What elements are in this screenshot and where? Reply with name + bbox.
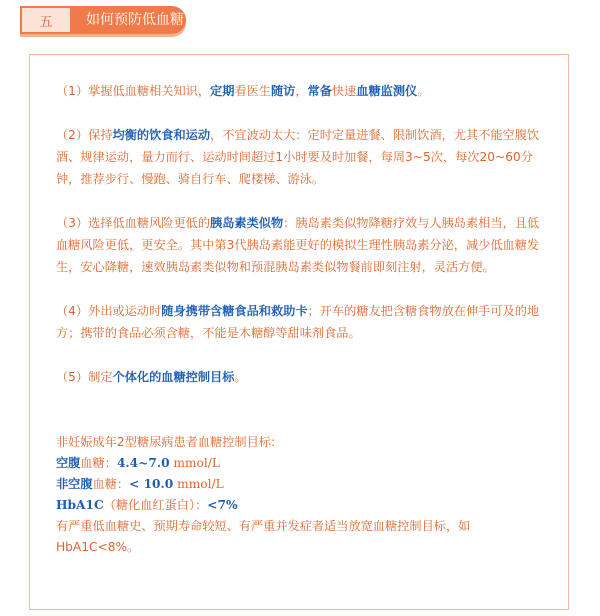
section-number: 五 bbox=[22, 8, 70, 32]
content-body bbox=[56, 80, 550, 558]
tip-5: （5）制定个体化的血糖控制目标。 bbox=[56, 370, 247, 384]
tip-1: （1）掌握低血糖相关知识，定期看医生随访，常备快速血糖监测仪。 bbox=[56, 84, 430, 98]
targets-note: 有严重低血糖史、预期寿命较短、有严重并发症者适当放宽血糖控制目标，如HbA1C<8%。 bbox=[56, 519, 471, 554]
nonfasting-target: 非空腹血糖：< 10.0 mmol/L bbox=[56, 477, 224, 491]
targets-heading: 非妊娠成年2型糖尿病患者血糖控制目标: bbox=[56, 435, 276, 449]
fasting-target: 空腹血糖：4.4~7.0 mmol/L bbox=[56, 456, 220, 470]
tip-4: （4）外出或运动时随身携带含糖食品和救助卡；开车的糖友把含糖食物放在伸手可及的地方；携带的食品必须含糖，不能是木糖醇等甜味剂食品。 bbox=[56, 304, 540, 340]
tip-2: （2）保持均衡的饮食和运动，不宜波动太大：定时定量进餐、限制饮酒，尤其不能空腹饮酒、规律运动，量力而行、运动时间超过1小时要及时加餐，每周3~5次，每次20~60分钟，推荐步行、慢跑、骑自行车、爬楼梯、游泳。 bbox=[56, 128, 540, 186]
hba1c-target: HbA1C（糖化血红蛋白）：<7% bbox=[56, 498, 238, 512]
section-header bbox=[20, 6, 188, 38]
section-title: 如何预防低血糖 bbox=[86, 12, 184, 28]
tip-3: （3）选择低血糖风险更低的胰岛素类似物：胰岛素类似物降糖疗效与人胰岛素相当，且低血糖风险更低，更安全。其中第3代胰岛素能更好的模拟生理性胰岛素分泌，减少低血糖发生，安心降糖，速效胰岛素类似物和预混胰岛素类似物餐前即刻注射，灵活方便。 bbox=[56, 216, 540, 274]
